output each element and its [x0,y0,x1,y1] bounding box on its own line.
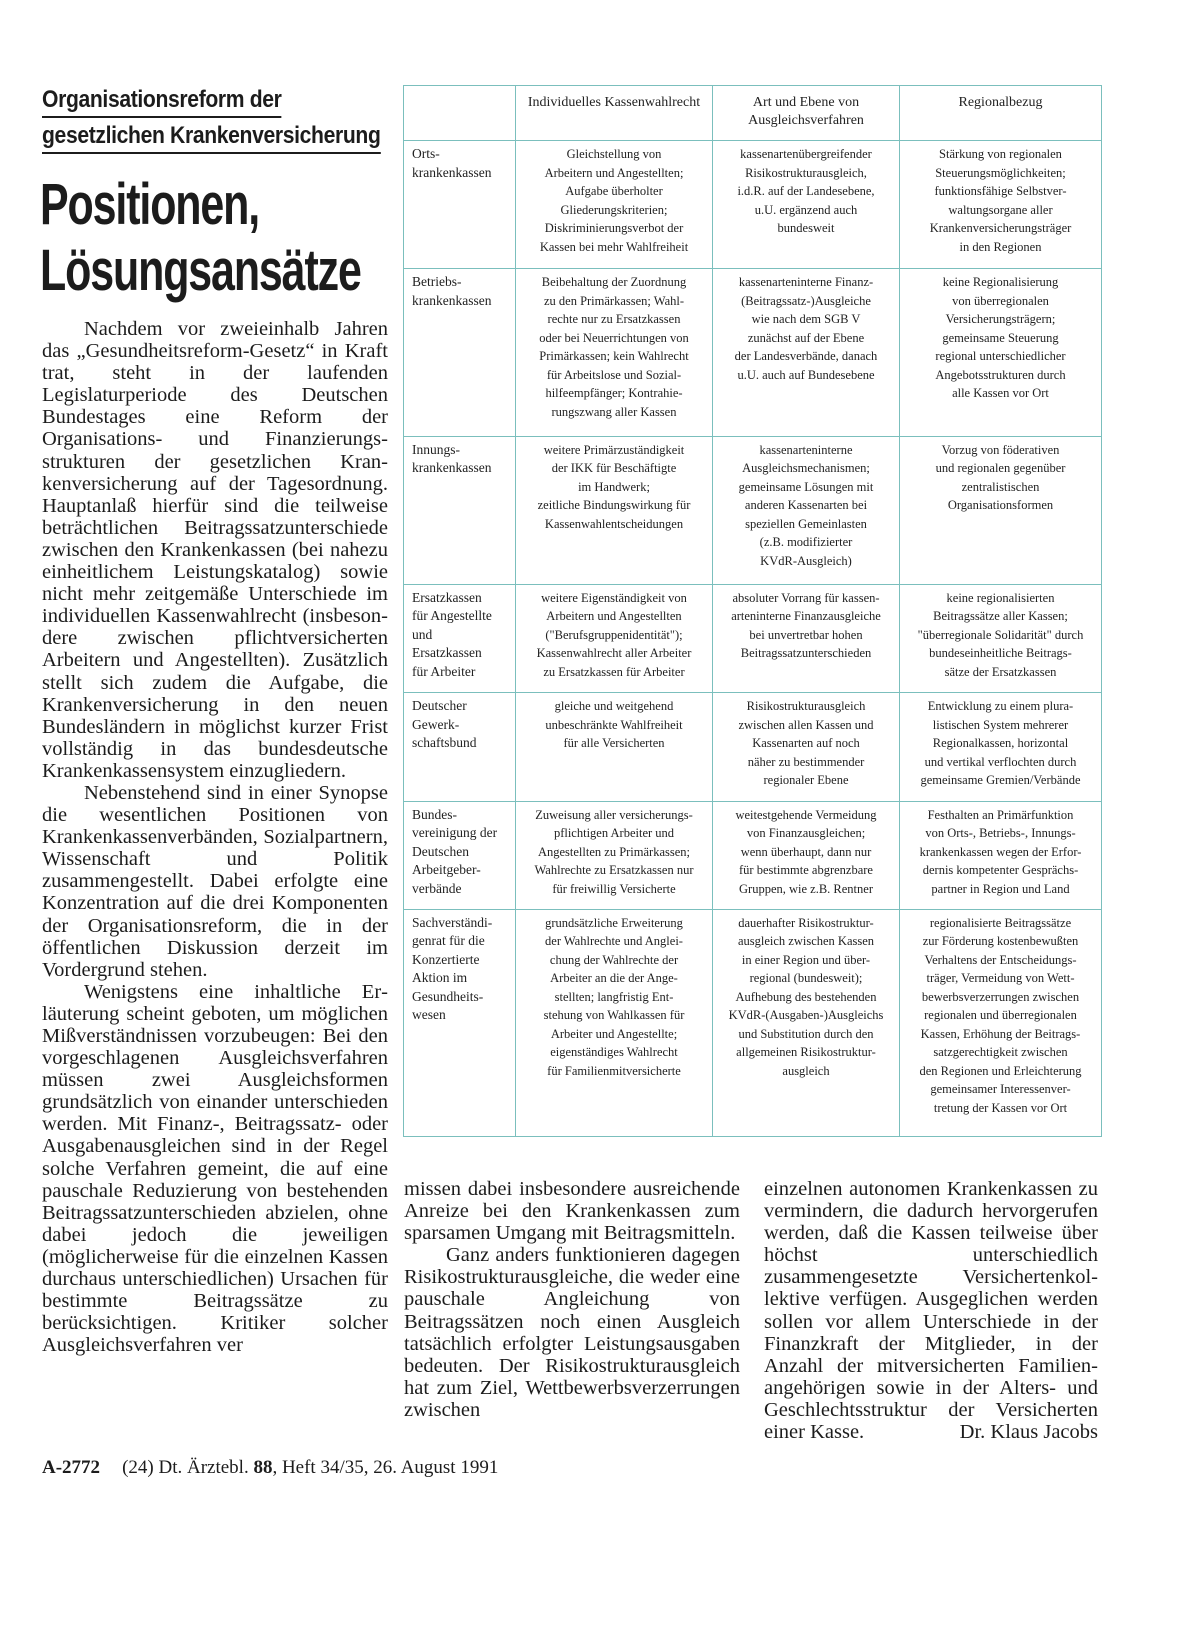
cell-line: wenn überhaupt, dann nur [740,844,872,859]
cell-line: Kassenwahlrecht aller Arbeiter [536,646,692,661]
cell-line: gemeinsamer Interessenver- [930,1082,1071,1097]
cell-line: kassenarteninterne Finanz- [738,275,874,290]
cell-line: zu Ersatzkassen für Arbeiter [543,664,685,679]
cell-line: Organisationsformen [947,498,1054,513]
cell-line: weitestgehende Vermeidung [735,807,877,822]
cell-line: Kassen bei mehr Wahlfreiheit [539,239,689,254]
cell-line: allgemeinen Risikostruktur- [736,1045,876,1060]
cell-line: für Familienmitversicherte [547,1063,681,1078]
cell-line: hilfeempfänger; Kontrahie- [545,386,683,401]
cell-line: und regionalen gegenüber [935,461,1066,476]
cell-line: Arbeitern und Angestellten [546,609,682,624]
cell-line: gleiche und weitgehend [554,699,674,714]
cell-line: für Arbeitslose und Sozial- [546,367,682,382]
cell-line: regional unterschiedlicher [935,349,1066,364]
cell-line: bewerbsverzerrungen zwischen [921,989,1080,1004]
cell-line: und vertikal verflochten durch [924,754,1077,769]
position-cell [713,269,900,437]
cell-line: waltungsorgane aller [948,202,1053,217]
position-cell [900,909,1102,1136]
table-row [404,801,1102,909]
cell-line: gemeinsame Gremien/Verbände [920,773,1081,788]
cell-line: näher zu bestimmender [747,754,865,769]
header-cell: Art und Ebene von Ausgleichsverfahren [713,86,900,141]
cell-line: Beitragssatzunterschieden [740,646,872,661]
position-cell [900,801,1102,909]
organisation-cell: Innungs- krankenkassen [404,436,516,584]
cell-line: satzgerechtigkeit zwischen [933,1045,1068,1060]
cell-line: Risikostrukturausgleich, [745,165,867,180]
cell-line: stehung von Wahlkassen für [543,1008,685,1023]
position-cell [713,693,900,801]
position-cell [900,436,1102,584]
citation-prefix: (24) Dt. Ärztebl. [122,1457,249,1478]
cell-line: KVdR-(Ausgaben-)Ausgleichs [728,1008,884,1023]
cell-line: Zuweisung aller versicherungs- [535,807,693,822]
cell-line: stellten; langfristig Ent- [554,989,674,1004]
cell-line: grundsätzliche Erweiterung [545,915,683,930]
table-row [404,436,1102,584]
organisation-cell: Sachverständi- genrat für die Konzertierte Aktion im Gesundheits- wesen [404,909,516,1136]
position-cell [516,801,713,909]
paragraph-text: einzelnen autonomen Krankenkassen zu vermindern, die dadurch hervorgerufen werden, daß die Kassen teilweise über höchst unterschiedlich zusammengesetzte Versichertenkollektive verfügen. Ausgeglichen werden sollen vor allem Unterschiede in der Finanzkraft der Mitglieder, in der Anzahl der mitversicherten Familienangehörigen sowie in der Alters- und Geschlechtsstruktur der Versicherten einer Kasse. [764,1178,1098,1444]
cell-line: ausgleich zwischen Kassen [737,934,875,949]
cell-line: gemeinsame Steuerung [942,330,1059,345]
cell-line: u.U. auch auf Bundesebene [737,367,875,382]
cell-line: i.d.R. auf der Landesebene, [737,184,875,198]
headline [40,172,361,304]
organisation-cell: Ersatzkassen für Angestellte und Ersatzkassen für Arbeiter [404,584,516,692]
cell-line: Steuerungsmöglichkeiten; [935,165,1066,180]
table-row [404,584,1102,692]
cell-line: in einer Region und über- [741,952,871,967]
cell-line: träger, Vermeidung von Wett- [926,971,1075,986]
cell-line: bundeseinheitliche Beitrags- [929,646,1072,661]
cell-line: funktionsfähige Selbstver- [934,184,1067,198]
cell-line: gemeinsame Lösungen mit [738,479,874,494]
cell-line: zur Förderung kostenbewußten [922,934,1079,949]
cell-line: Kassen, Erhöhung der Beitrags- [920,1026,1081,1041]
cell-line: Regionalkassen, horizontal [932,736,1069,751]
table-row [404,693,1102,801]
cell-line: bundesweit [777,221,835,235]
position-cell [713,801,900,909]
position-cell [713,909,900,1136]
cell-line: der Landesverbände, danach [734,349,878,364]
text-column-2 [404,1178,740,1421]
cell-line: u.U. ergänzend auch [754,202,858,217]
cell-line: Vorzug von föderativen [941,442,1060,457]
position-cell [713,584,900,692]
cell-line: Beibehaltung der Zuordnung [541,275,687,290]
text-column-3 [764,1178,1098,1443]
cell-line: Beitragssätze aller Kassen; [933,609,1068,624]
cell-line: rungszwang aller Kassen [551,404,677,419]
kicker [42,84,381,156]
cell-line: zeitliche Bindungswirkung für [537,498,691,513]
organisation-cell: Betriebs- krankenkassen [404,269,516,437]
cell-line: Arbeiter und Angestellte; [550,1026,678,1041]
cell-line: Stärkung von regionalen [939,147,1062,161]
cell-line: rechte nur zu Ersatzkassen [547,312,681,327]
cell-line: zwischen allen Kassen und [738,717,874,732]
cell-line: von überregionalen [952,293,1049,308]
cell-line: Gleichstellung von [566,147,662,161]
cell-line: regionalisierte Beitragssätze [929,915,1072,930]
page-number: A-2772 [42,1457,101,1478]
cell-line: partner in Region und Land [931,881,1070,896]
cell-line: ausgleich [782,1063,830,1078]
cell-line: für freiwillig Versicherte [552,881,676,896]
position-cell [516,693,713,801]
position-cell [900,269,1102,437]
kicker-line: Organisationsreform der [42,84,282,118]
cell-line: tretung der Kassen vor Ort [933,1100,1068,1115]
cell-line: von Orts-, Betriebs-, Innungs- [925,826,1076,841]
cell-line: zu den Primärkassen; Wahl- [543,293,685,308]
cell-line: regionaler Ebene [763,773,849,788]
author-name: Dr. Klaus Jacobs [959,1421,1098,1444]
text-column-1 [42,318,388,1356]
organisation-cell: Bundes- vereinigung der Deutschen Arbeitgeber- verbände [404,801,516,909]
headline-line: Positionen, [40,172,260,237]
cell-line: Aufhebung des bestehenden [735,989,877,1004]
cell-line: (z.B. modifizierter [759,535,853,550]
cell-line: Arbeiter an die der Ange- [550,971,678,986]
volume-number: 88 [253,1457,273,1478]
cell-line: Versicherungsträgern; [945,312,1056,327]
cell-line: absoluter Vorrang für kassen- [732,590,880,605]
paragraph: Nachdem vor zweieinhalb Jahren das „Gesundheitsreform-Gesetz“ in Kraft trat, steht in der laufenden Legislaturperiode des Deutschen Bundestages eine Reform der Organisations- und Finanzierungsstrukturen der gesetzlichen Krankenversicherung auf der Tagesordnung. Hauptanlaß hierfür sind die teilweise beträchtlichen Beitragssatzunterschiede zwischen den Krankenkassen (bei nahezu einheitlichem Leistungskatalog) sowie nicht mehr zeitgemäße Unterschiede im individuellen Kassenwahlrecht (insbesondere zwischen pflichtversicherten Arbeitern und Angestellten). Zusätzlich stellt sich zudem die Aufgabe, die Krankenversicherung in den neuen Bundesländern in möglichst kurzer Frist vollständig in das bundesdeutsche Krankenkassensystem einzugliedern. [42,318,388,782]
cell-line: Risikostrukturausgleich [746,699,866,714]
cell-line: zentralistischen [961,479,1040,494]
cell-line: listischen System mehrerer [932,717,1069,732]
cell-line: von Finanzausgleichen; [746,826,866,841]
cell-line: kassenartenübergreifender [740,147,872,161]
paragraph: Wenigstens eine inhaltliche Erläuterung scheint geboten, um möglichen Mißverständnissen vorzubeugen: Bei den vorgeschlagenen Ausgleichsverfahren müssen zwei Ausgleichsformen grundsätzlich von einander unterschieden werden. Mit Finanz-, Beitragssatz- oder Ausgabenausgleichen sind in der Regel solche Verfahren gemeint, die auf eine pauschale Reduzierung von bestehenden Beitragssatzunterschieden abzielen, ohne dabei jedoch die jeweiligen (möglicherweise für die einzelnen Kassen durchaus unterschiedlichen) Ursachen für bestimmte Beitragssätze zu berücksichtigen. Kritiker solcher Ausgleichsverfahren ver [42,980,388,1357]
cell-line: unbeschränkte Wahlfreiheit [545,717,683,732]
organisation-cell: Deutscher Gewerk- schaftsbund [404,693,516,801]
cell-line: Wahlrechte zu Ersatzkassen nur [534,863,694,878]
paragraph: Ganz anders funktionieren dagegen Risikostrukturausgleiche, die weder eine pauschale Angleichung von Beitragssätzen noch einen Ausgleich tatsächlich erfolgter Leistungsausgaben bedeuten. Der Risikostrukturausgleich hat zum Ziel, Wettbewerbsverzerrungen zwischen [404,1244,740,1421]
position-cell [900,141,1102,269]
cell-line: "überregionale Solidarität" durch [917,627,1084,642]
position-cell [516,141,713,269]
headline-line: Lösungsansätze [40,238,361,303]
cell-line: Entwicklung zu einem plura- [927,699,1074,714]
cell-line: der IKK für Beschäftigte [551,461,677,476]
cell-line: Angebotsstrukturen durch [935,367,1066,382]
cell-line: im Handwerk; [578,479,650,494]
cell-line: kassenarteninterne [759,442,853,457]
header-cell [404,86,516,141]
header-cell: Individuelles Kassenwahlrecht [516,86,713,141]
table-body [404,141,1102,1137]
cell-line: weitere Eigenständigkeit von [541,590,687,605]
paragraph: missen dabei insbesondere ausreichende Anreize bei den Krankenkassen zum sparsamen Umgang mit Beitragsmitteln. [404,1178,740,1245]
paragraph: Nebenstehend sind in einer Synopse die wesentlichen Positionen von Krankenkassenverbänden, Sozialpartnern, Wissenschaft und Politik zusammengestellt. Dabei erfolgte eine Konzentration auf die drei Komponenten der Organisationsreform, die in der öffentlichen Diskussion derzeit im Vordergrund stehen. [42,781,388,981]
position-cell [900,693,1102,801]
cell-line: für bestimmte abgrenzbare [739,863,873,878]
cell-line: ("Berufsgruppenidentität"); [545,627,683,642]
header-cell: Regionalbezug [900,86,1102,141]
cell-line: in den Regionen [959,239,1042,254]
cell-line: dernis kompetenter Gesprächs- [922,863,1079,878]
position-cell [516,269,713,437]
cell-line: Ausgleichsmechanismen; [742,461,870,476]
table-row [404,269,1102,437]
table-header-row [404,86,1102,141]
table-row [404,141,1102,269]
position-cell [516,436,713,584]
cell-line: für alle Versicherten [563,736,665,751]
cell-line: Gruppen, wie z.B. Rentner [739,881,873,896]
cell-line: Kassenwahlentscheidungen [544,516,684,531]
citation-suffix: , Heft 34/35, 26. August 1991 [272,1457,499,1478]
cell-line: keine Regionalisierung [942,275,1059,290]
cell-line: bei unvertretbar hohen [749,627,863,642]
cell-line: speziellen Gemeinlasten [745,516,867,531]
cell-line: Kassenarten auf noch [752,736,860,751]
cell-line: Krankenversicherungsträger [929,221,1072,235]
cell-line: pflichtigen Arbeiter und [553,826,675,841]
cell-line: alle Kassen vor Ort [952,386,1049,401]
cell-line: Arbeitern und Angestellten; [544,165,684,180]
organisation-cell: Orts- krankenkassen [404,141,516,269]
position-cell [516,909,713,1136]
cell-line: Gliederungskriterien; [560,202,668,217]
cell-line: und Substitution durch den [738,1026,874,1041]
position-cell [713,436,900,584]
cell-line: oder bei Neuerrichtungen von [539,330,689,345]
table-row [404,909,1102,1136]
position-cell [516,584,713,692]
cell-line: den Regionen und Erleichterung [919,1063,1082,1078]
cell-line: keine regionalisierten [946,590,1055,605]
page-footer [42,1457,498,1479]
cell-line: KVdR-Ausgleich) [760,553,852,568]
cell-line: eigenständiges Wahlrecht [550,1045,678,1060]
cell-line: chung der Wahlrechte der [549,952,679,967]
cell-line: sätze der Ersatzkassen [944,664,1057,679]
paragraph [764,1178,1098,1443]
cell-line: krankenkassen wegen der Erfor- [919,844,1082,859]
cell-line: dauerhafter Risikostruktur- [738,915,874,930]
cell-line: Angestellten zu Primärkassen; [537,844,691,859]
cell-line: der Wahlrechte und Anglei- [545,934,683,949]
cell-line: Festhalten an Primärfunktion [927,807,1074,822]
cell-line: Aufgabe überholter [565,184,663,198]
cell-line: arteninterne Finanzausgleiche [731,609,881,624]
cell-line: Diskriminierungsverbot der [544,221,684,235]
position-cell [900,584,1102,692]
cell-line: Verhaltens der Entscheidungs- [924,952,1077,967]
cell-line: (Beitragssatz-)Ausgleiche [741,293,871,308]
cell-line: weitere Primärzuständigkeit [543,442,685,457]
cell-line: zunächst auf der Ebene [747,330,865,345]
cell-line: regional (bundesweit); [749,971,863,986]
position-cell [713,141,900,269]
cell-line: Primärkassen; kein Wahlrecht [539,349,689,364]
synopsis-table [403,85,1102,1137]
cell-line: wie nach dem SGB V [751,312,861,327]
cell-line: anderen Kassenarten bei [744,498,868,513]
kicker-line: gesetzlichen Krankenversicherung [42,120,381,154]
cell-line: regionalen und überregionalen [924,1008,1077,1023]
